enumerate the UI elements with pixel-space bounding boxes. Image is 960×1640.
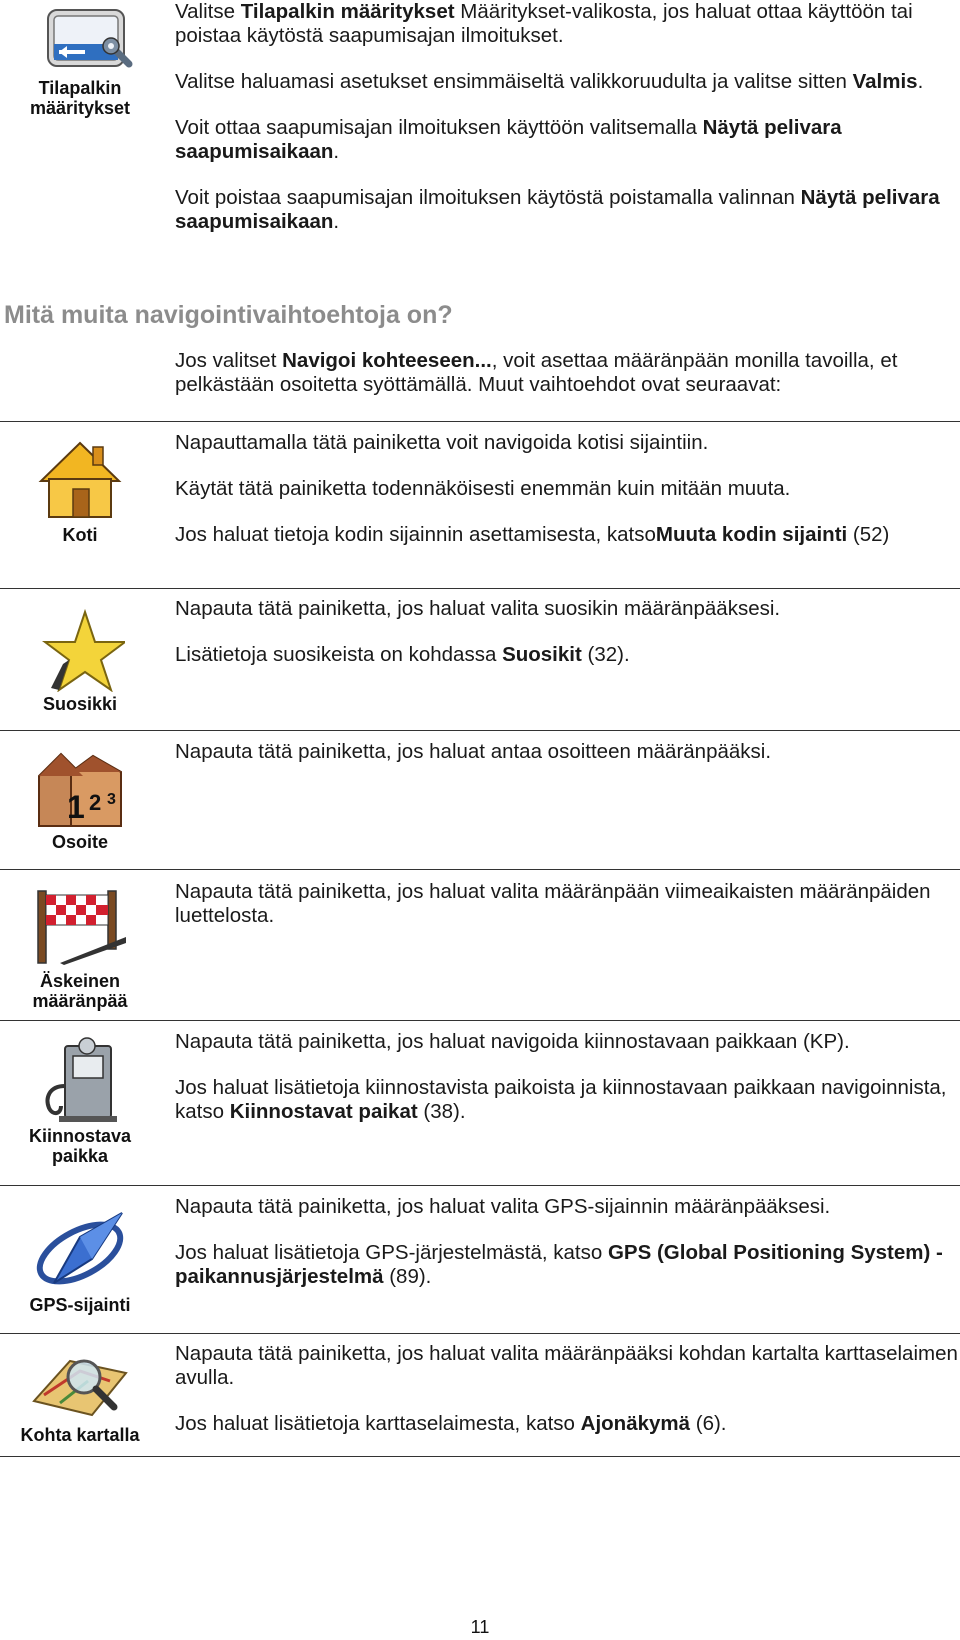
poi-text xyxy=(175,1030,960,1124)
gps-option xyxy=(0,1207,160,1315)
poi-option xyxy=(0,1036,160,1166)
paragraph: Napauttamalla tätä painiketta voit navigoida kotisi sijaintiin. xyxy=(175,431,709,454)
gps-satellite-icon xyxy=(30,1207,130,1293)
gps-label: GPS-sijainti xyxy=(29,1295,131,1315)
page-number: 11 xyxy=(470,1617,490,1637)
address-text xyxy=(175,740,960,764)
paragraph: Käytät tätä painiketta todennäköisesti enemmän kuin mitään muuta. xyxy=(175,477,791,500)
divider xyxy=(0,1020,960,1021)
recent-destination-text xyxy=(175,880,960,928)
point-on-map-option xyxy=(0,1351,160,1445)
paragraph: Jos haluat lisätietoja kiinnostavista paikoista ja kiinnostavaan paikkaan navigoinnista, katso Kiinnostavat paikat (38). xyxy=(175,1076,947,1123)
paragraph: Napauta tätä painiketta, jos haluat navigoida kiinnostavaan paikkaan (KP). xyxy=(175,1030,850,1053)
paragraph: Valitse Tilapalkin määritykset Määritykset-valikosta, jos haluat ottaa käyttöön tai poistaa käytöstä saapumisajan ilmoitukset. xyxy=(175,0,913,47)
status-bar-settings-text xyxy=(175,0,960,234)
status-bar-settings-option xyxy=(0,6,160,118)
recent-destination-label-2: määränpää xyxy=(32,991,128,1011)
paragraph: Napauta tätä painiketta, jos haluat antaa osoitteen määränpääksi. xyxy=(175,740,772,763)
favourite-label: Suosikki xyxy=(42,694,118,714)
paragraph: Voit poistaa saapumisajan ilmoituksen käytöstä poistamalla valinnan Näytä pelivara saapumisaikaan. xyxy=(175,186,940,233)
divider xyxy=(0,869,960,870)
status-bar-settings-label-1: Tilapalkin xyxy=(38,78,122,98)
home-label: Koti xyxy=(62,525,98,545)
intro-text: Jos valitset Navigoi kohteeseen..., voit asettaa määränpään monilla tavoilla, et pelkästään osoitetta syöttämällä. Muut vaihtoehdot ovat seuraavat: xyxy=(175,349,898,396)
paragraph: Napauta tätä painiketta, jos haluat valita GPS-sijainnin määränpääksesi. xyxy=(175,1195,831,1218)
map-magnifier-icon xyxy=(30,1351,130,1421)
point-on-map-text xyxy=(175,1342,960,1436)
favourite-text xyxy=(175,597,960,667)
address-123-icon xyxy=(35,750,125,830)
checkered-flag-icon xyxy=(30,887,130,965)
address-option xyxy=(0,750,160,852)
address-label: Osoite xyxy=(51,832,108,852)
favourite-option xyxy=(0,608,160,714)
point-on-map-label: Kohta kartalla xyxy=(20,1425,140,1445)
paragraph: Lisätietoja suosikeista on kohdassa Suosikit (32). xyxy=(175,643,630,666)
svg-text:3: 3 xyxy=(107,791,116,808)
divider xyxy=(0,1185,960,1186)
poi-label-2: paikka xyxy=(51,1146,109,1166)
recent-destination-label-1: Äskeinen xyxy=(39,971,121,991)
home-icon xyxy=(35,437,125,521)
paragraph: Napauta tätä painiketta, jos haluat valita määränpääksi kohdan kartalta karttaselaimen avulla. xyxy=(175,1342,958,1389)
home-text xyxy=(175,431,960,547)
paragraph: Valitse haluamasi asetukset ensimmäiseltä valikkoruudulta ja valitse sitten Valmis. xyxy=(175,70,924,93)
recent-destination-option xyxy=(0,887,160,1011)
divider xyxy=(0,421,960,422)
home-option xyxy=(0,437,160,545)
divider xyxy=(0,1456,960,1457)
fuel-pump-icon xyxy=(35,1036,125,1124)
paragraph: Napauta tätä painiketta, jos haluat valita suosikin määränpääksesi. xyxy=(175,597,781,620)
svg-text:2: 2 xyxy=(89,790,102,815)
paragraph: Jos haluat lisätietoja karttaselaimesta, katso Ajonäkymä (6). xyxy=(175,1412,727,1435)
divider xyxy=(0,730,960,731)
svg-text:1: 1 xyxy=(67,789,85,825)
divider xyxy=(0,1333,960,1334)
status-bar-settings-label-2: määritykset xyxy=(29,98,131,118)
gps-text xyxy=(175,1195,960,1289)
paragraph: Jos haluat lisätietoja GPS-järjestelmästä, katso GPS (Global Positioning System) -paikannusjärjestelmä (89). xyxy=(175,1241,943,1288)
poi-label-1: Kiinnostava xyxy=(28,1126,132,1146)
paragraph: Voit ottaa saapumisajan ilmoituksen käyttöön valitsemalla Näytä pelivara saapumisaikaan. xyxy=(175,116,842,163)
section-heading: Mitä muita navigointivaihtoehtoja on? xyxy=(4,301,453,329)
star-icon xyxy=(35,608,125,692)
divider xyxy=(0,588,960,589)
status-bar-settings-icon xyxy=(25,6,135,72)
paragraph: Jos haluat tietoja kodin sijainnin asettamisesta, katsoMuuta kodin sijainti (52) xyxy=(175,523,890,546)
paragraph: Napauta tätä painiketta, jos haluat valita määränpään viimeaikaisten määränpäiden luettelosta. xyxy=(175,880,931,927)
